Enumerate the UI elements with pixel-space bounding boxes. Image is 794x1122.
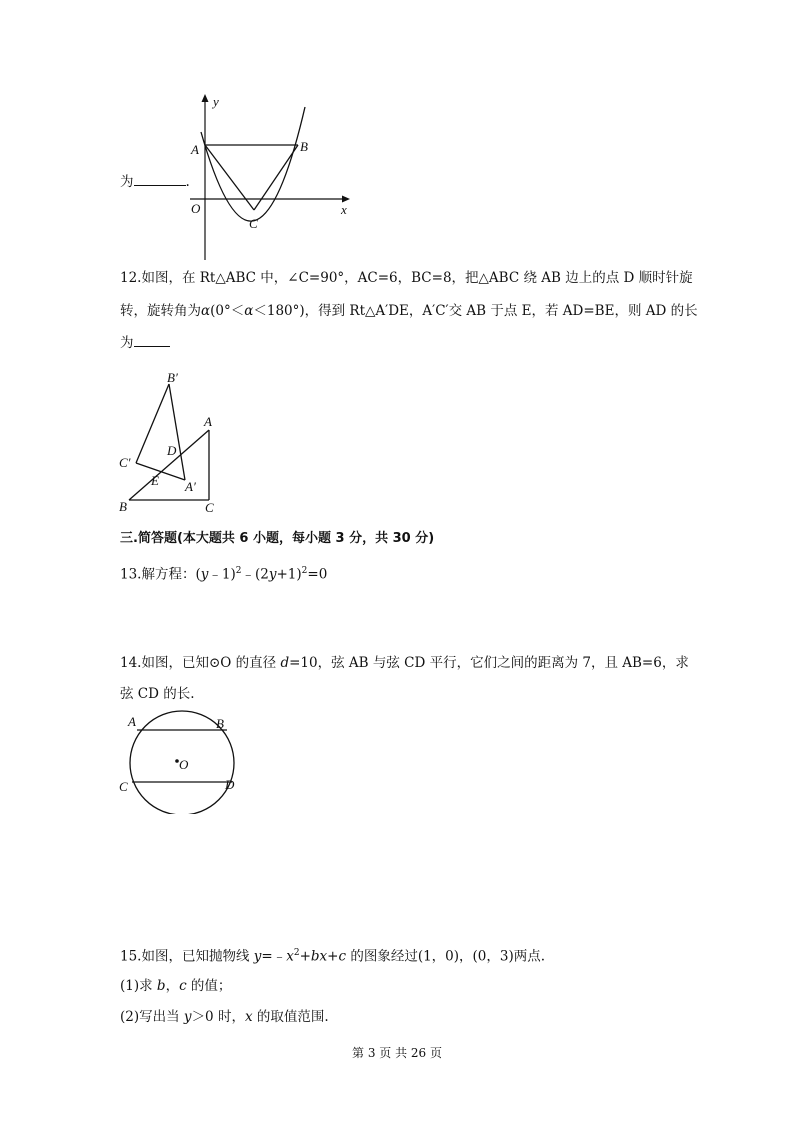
q13-mid1: ﹣1) [208,566,236,583]
q15-y: y [253,948,262,965]
q12-label-c1: C′ [119,455,131,470]
q13-mid3: +1) [276,566,302,583]
q15-line3-y: y [183,1009,192,1025]
q15-line3-x: x [244,1009,253,1025]
q15-line2-a: (1)求 [120,978,157,994]
q14-figure [115,710,255,814]
q12-line2-c: ＜180°)，得到 Rt△A′DE，A′C′交 AB 于点 E，若 AD=BE，则 AD 的长 [253,303,698,319]
q15-line2-cc: c [179,978,187,994]
q15-line2 [120,976,231,996]
q15-line3-a: (2)写出当 [120,1009,184,1025]
q12-alpha2: α [244,303,254,319]
q15-plus2: + [327,948,339,965]
q15-line2-b: b [156,978,166,994]
q11-segment-bc [254,145,298,210]
q11-tail-text: 为 [120,174,134,190]
q13-y1: y [200,566,209,583]
q12-answer-blank[interactable] [134,332,170,347]
q12-segment-c1a1 [136,463,185,480]
q15-sup: 2 [293,948,300,958]
q11-label-y: y [213,94,219,109]
q12-label-d: D [167,443,177,458]
q13-line [120,561,327,585]
page-footer: 第 3 页 共 26 页 [352,1046,442,1060]
q15-line3-c: 的取值范围. [252,1009,329,1025]
q12-line2-b: (0°＜ [210,303,245,319]
q14-line1 [120,653,689,673]
q12-alpha: α [201,303,211,319]
q11-segment-ac [205,145,254,210]
q12-line3 [120,332,170,353]
q15-c: c [338,948,347,965]
q14-line1-a: 14.如图，已知⊙O 的直径 [120,655,281,671]
q12-line2-a: 转，旋转角为 [120,303,201,319]
q12-label-a: A [204,414,212,429]
q15-line1 [120,943,545,967]
q15-line2-c: ， [165,978,180,994]
q14-line2: 弦 CD 的长. [120,686,195,702]
q15-line1-a: 15.如图，已知抛物线 [120,948,254,965]
q11-label-o: O [191,201,201,216]
q12-segment-b1c1 [136,384,169,463]
q12-figure [115,366,225,516]
q11-figure [185,92,360,262]
q12-label-b1: B′ [167,370,178,385]
q12-segment-b1a1 [169,384,185,480]
q11-answer-blank[interactable] [134,171,186,186]
q15-line1-b: =﹣ [261,948,287,965]
q13-prefix: 13.解方程：( [120,566,201,583]
q11-y-arrow [202,94,209,102]
q13-end: =0 [307,566,328,583]
q14-label-d: D [225,777,235,792]
section3-heading: 三.简答题(本大题共 6 小题，每小题 3 分，共 30 分) [120,531,435,546]
q12-label-c: C [205,500,214,515]
q11-label-a: A [191,142,199,157]
q11-label-c: C [249,216,258,231]
q15-line1-e: 的图象经过(1，0)，(0，3)两点. [346,948,546,965]
q11-tail-end: . [185,174,190,190]
q15-line3-b: ＞0 时， [191,1009,245,1025]
q12-line2 [120,301,698,321]
q14-d: d [280,655,290,671]
q14-line1-b: =10，弦 AB 与弦 CD 平行，它们之间的距离为 7，且 AB=6，求 [289,655,689,671]
q12-line1: 12.如图，在 Rt△ABC 中，∠C=90°，AC=6，BC=8，把△ABC 绕 AB 边上的点 D 顺时针旋 [120,270,693,286]
q13-y2: y [268,566,277,583]
q13-mid2: ﹣(2 [241,566,269,583]
q11-parabola [201,107,305,221]
q11-label-b: B [300,139,308,154]
q12-label-e: E [151,473,159,488]
q12-line3-text: 为 [120,335,134,351]
q15-plus1: + [299,948,311,965]
q11-label-x: x [341,202,347,217]
q15-bx: bx [310,948,328,965]
q14-label-c: C [119,779,128,794]
q13-sup1: 2 [235,566,242,576]
q15-line3 [120,1007,329,1027]
q12-label-a1: A′ [185,479,196,494]
q14-label-b: B [216,716,224,731]
q14-label-a: A [128,714,136,729]
q13-sup2: 2 [301,566,308,576]
q15-line2-d: 的值； [186,978,232,994]
q11-tail [120,171,190,192]
q15-x: x [286,948,294,965]
q14-label-o: O [179,757,189,772]
q12-label-b: B [119,499,127,514]
